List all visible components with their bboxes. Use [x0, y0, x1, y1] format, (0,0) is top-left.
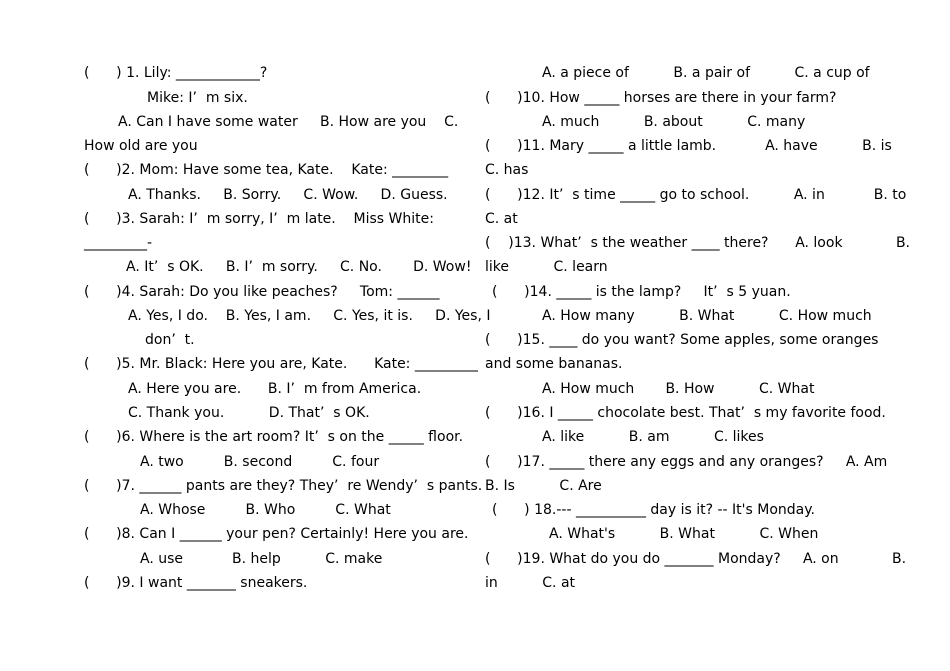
question-11-options-cont: C. has	[485, 162, 529, 178]
question-3-blank: _________-	[84, 235, 153, 251]
question-5: ( )5. Mr. Black: Here you are, Kate. Kate: _________	[84, 356, 478, 372]
question-7: ( )7. ______ pants are they? They’ re Wendy’ s pants.	[84, 478, 483, 494]
question-7-options: A. Whose B. Who C. What	[140, 502, 391, 518]
question-18: ( ) 18.--- __________ day is it? -- It's Monday.	[492, 502, 815, 518]
question-6: ( )6. Where is the art room? It’ s on the _____ floor.	[84, 429, 464, 445]
question-14-options: A. How many B. What C. How much	[542, 308, 872, 324]
question-1-options: A. Can I have some water B. How are you C.	[118, 114, 459, 130]
question-4: ( )4. Sarah: Do you like peaches? Tom: ______	[84, 284, 440, 300]
question-4-options-cont: don’ t.	[145, 332, 195, 348]
question-2: ( )2. Mom: Have some tea, Kate. Kate: ________	[84, 162, 449, 178]
question-10-options: A. much B. about C. many	[542, 114, 806, 130]
question-8: ( )8. Can I ______ your pen? Certainly! Here you are.	[84, 526, 469, 542]
question-3: ( )3. Sarah: I’ m sorry, I’ m late. Miss White:	[84, 211, 434, 227]
question-15-cont: and some bananas.	[485, 356, 623, 372]
question-5-options-c-d: C. Thank you. D. That’ s OK.	[128, 405, 370, 421]
question-18-options: A. What's B. What C. When	[549, 526, 819, 542]
question-6-options: A. two B. second C. four	[140, 454, 380, 470]
question-17-options-cont: B. Is C. Are	[485, 478, 602, 494]
question-1-options-cont: How old are you	[84, 138, 198, 154]
question-8-options: A. use B. help C. make	[140, 551, 383, 567]
question-13-options-cont: like C. learn	[485, 259, 608, 275]
question-1: ( ) 1. Lily: ____________?	[84, 65, 268, 81]
question-12: ( )12. It’ s time _____ go to school. A. in B. to	[485, 187, 907, 203]
question-11: ( )11. Mary _____ a little lamb. A. have B. is	[485, 138, 892, 154]
question-17: ( )17. _____ there any eggs and any oranges? A. Am	[485, 454, 888, 470]
question-9: ( )9. I want _______ sneakers.	[84, 575, 308, 591]
question-1-dialogue: Mike: I’ m six.	[147, 90, 248, 106]
question-15: ( )15. ____ do you want? Some apples, some oranges	[485, 332, 879, 348]
question-16: ( )16. I _____ chocolate best. That’ s my favorite food.	[485, 405, 886, 421]
question-15-options: A. How much B. How C. What	[542, 381, 815, 397]
question-4-options: A. Yes, I do. B. Yes, I am. C. Yes, it is. D. Yes, I	[128, 308, 491, 324]
question-19-options-cont: in C. at	[485, 575, 576, 591]
question-14: ( )14. _____ is the lamp? It’ s 5 yuan.	[492, 284, 791, 300]
question-12-options-cont: C. at	[485, 211, 518, 227]
question-13: ( )13. What’ s the weather ____ there? A. look B.	[485, 235, 911, 251]
question-10: ( )10. How _____ horses are there in your farm?	[485, 90, 837, 106]
question-9-options: A. a piece of B. a pair of C. a cup of	[542, 65, 870, 81]
question-16-options: A. like B. am C. likes	[542, 429, 764, 445]
question-5-options-a-b: A. Here you are. B. I’ m from America.	[128, 381, 422, 397]
question-2-options: A. Thanks. B. Sorry. C. Wow. D. Guess.	[128, 187, 448, 203]
question-3-options: A. It’ s OK. B. I’ m sorry. C. No. D. Wow!	[126, 259, 472, 275]
question-19: ( )19. What do you do _______ Monday? A. on B.	[485, 551, 907, 567]
